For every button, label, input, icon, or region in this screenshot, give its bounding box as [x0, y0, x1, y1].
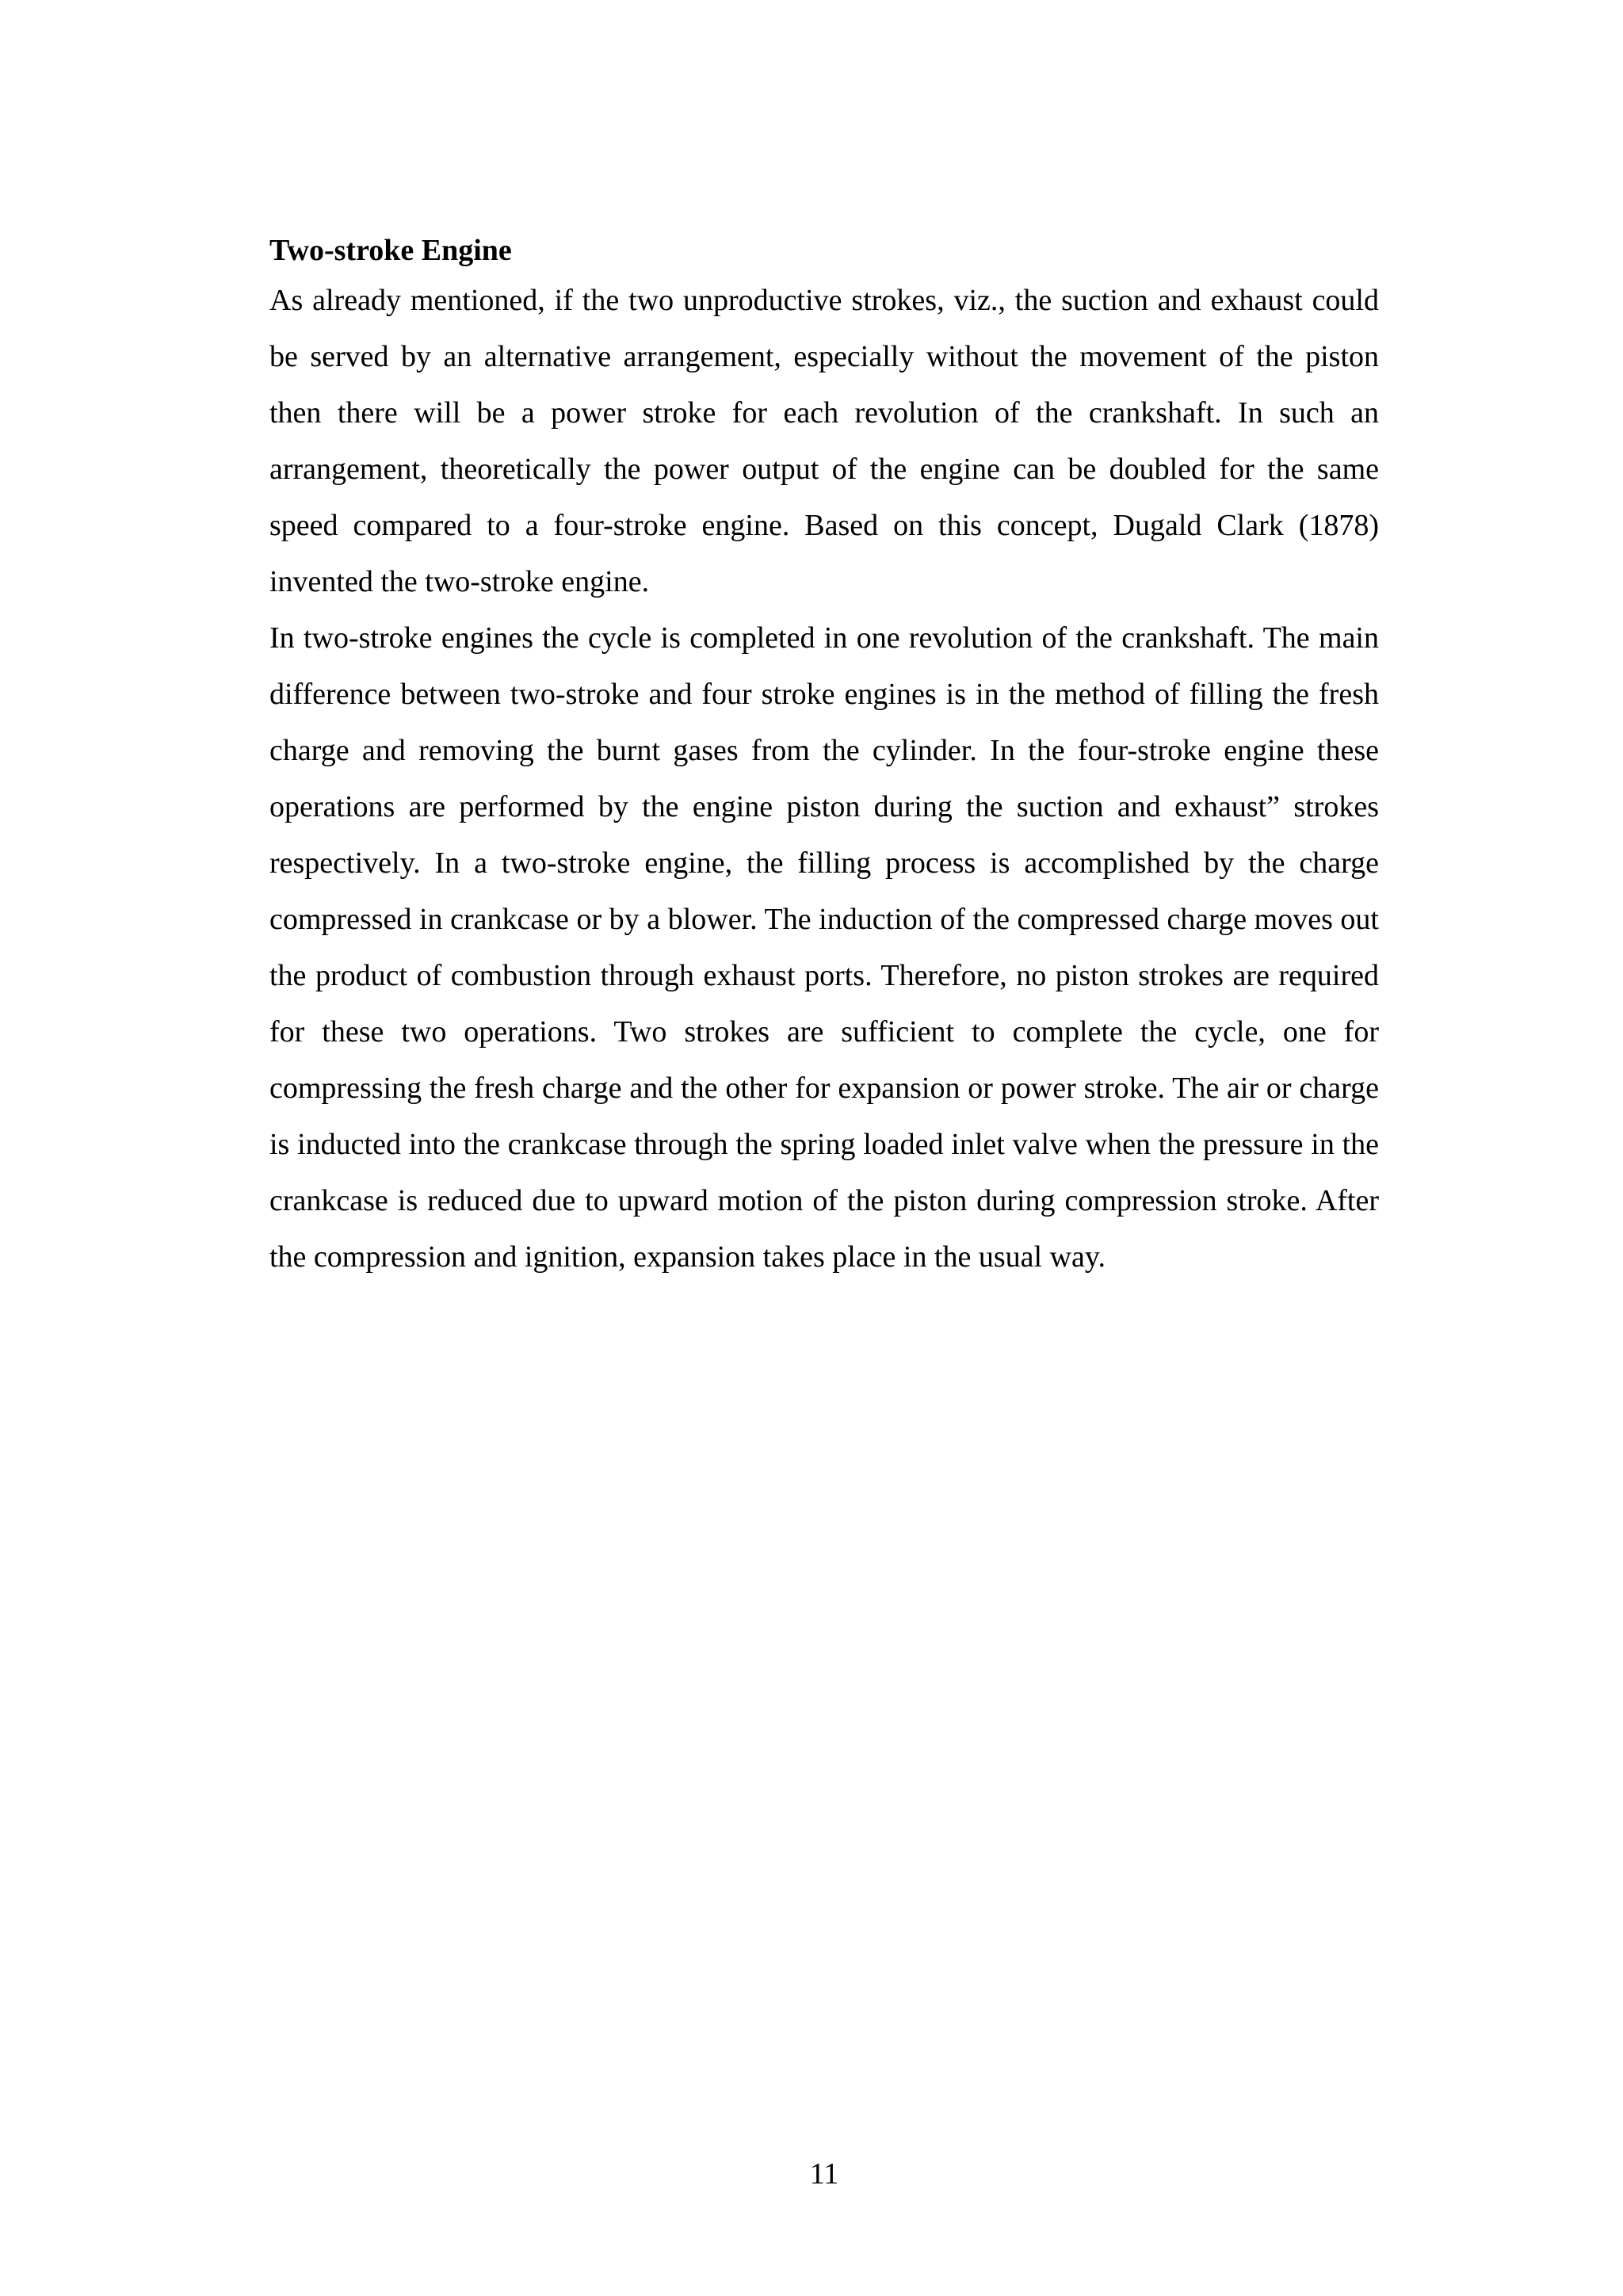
page-number: 11: [809, 2157, 839, 2191]
section-heading: Two-stroke Engine: [269, 234, 512, 267]
document-body: [269, 228, 1379, 1286]
paragraph-intro: As already mentioned, if the two unproductive strokes, viz., the suction and exhaust could be served by an alternative arrangement, especially without the movement of the piston then there will be a power stroke for each revolution of the crankshaft. In such an arrangement, theoretically the power output of the engine can be doubled for the same speed compared to a four-stroke engine. Based on this concept, Dugald Clark (1878) invented the two-stroke engine.: [269, 284, 1379, 598]
paragraph-two-stroke-cycle: In two-stroke engines the cycle is completed in one revolution of the crankshaft. The main difference between two-stroke and four stroke engines is in the method of filling the fresh charge and removing the burnt gases from the cylinder. In the four-stroke engine these operations are performed by the engine piston during the suction and exhaust” strokes respectively. In a two-stroke engine, the filling process is accomplished by the charge compressed in crankcase or by a blower. The induction of the compressed charge moves out the product of combustion through exhaust ports. Therefore, no piston strokes are required for these two operations. Two strokes are sufficient to complete the cycle, one for compressing the fresh charge and the other for expansion or power stroke. The air or charge is inducted into the crankcase through the spring loaded inlet valve when the pressure in the crankcase is reduced due to upward motion of the piston during compression stroke. After the compression and ignition, expansion takes place in the usual way.: [269, 621, 1379, 1274]
